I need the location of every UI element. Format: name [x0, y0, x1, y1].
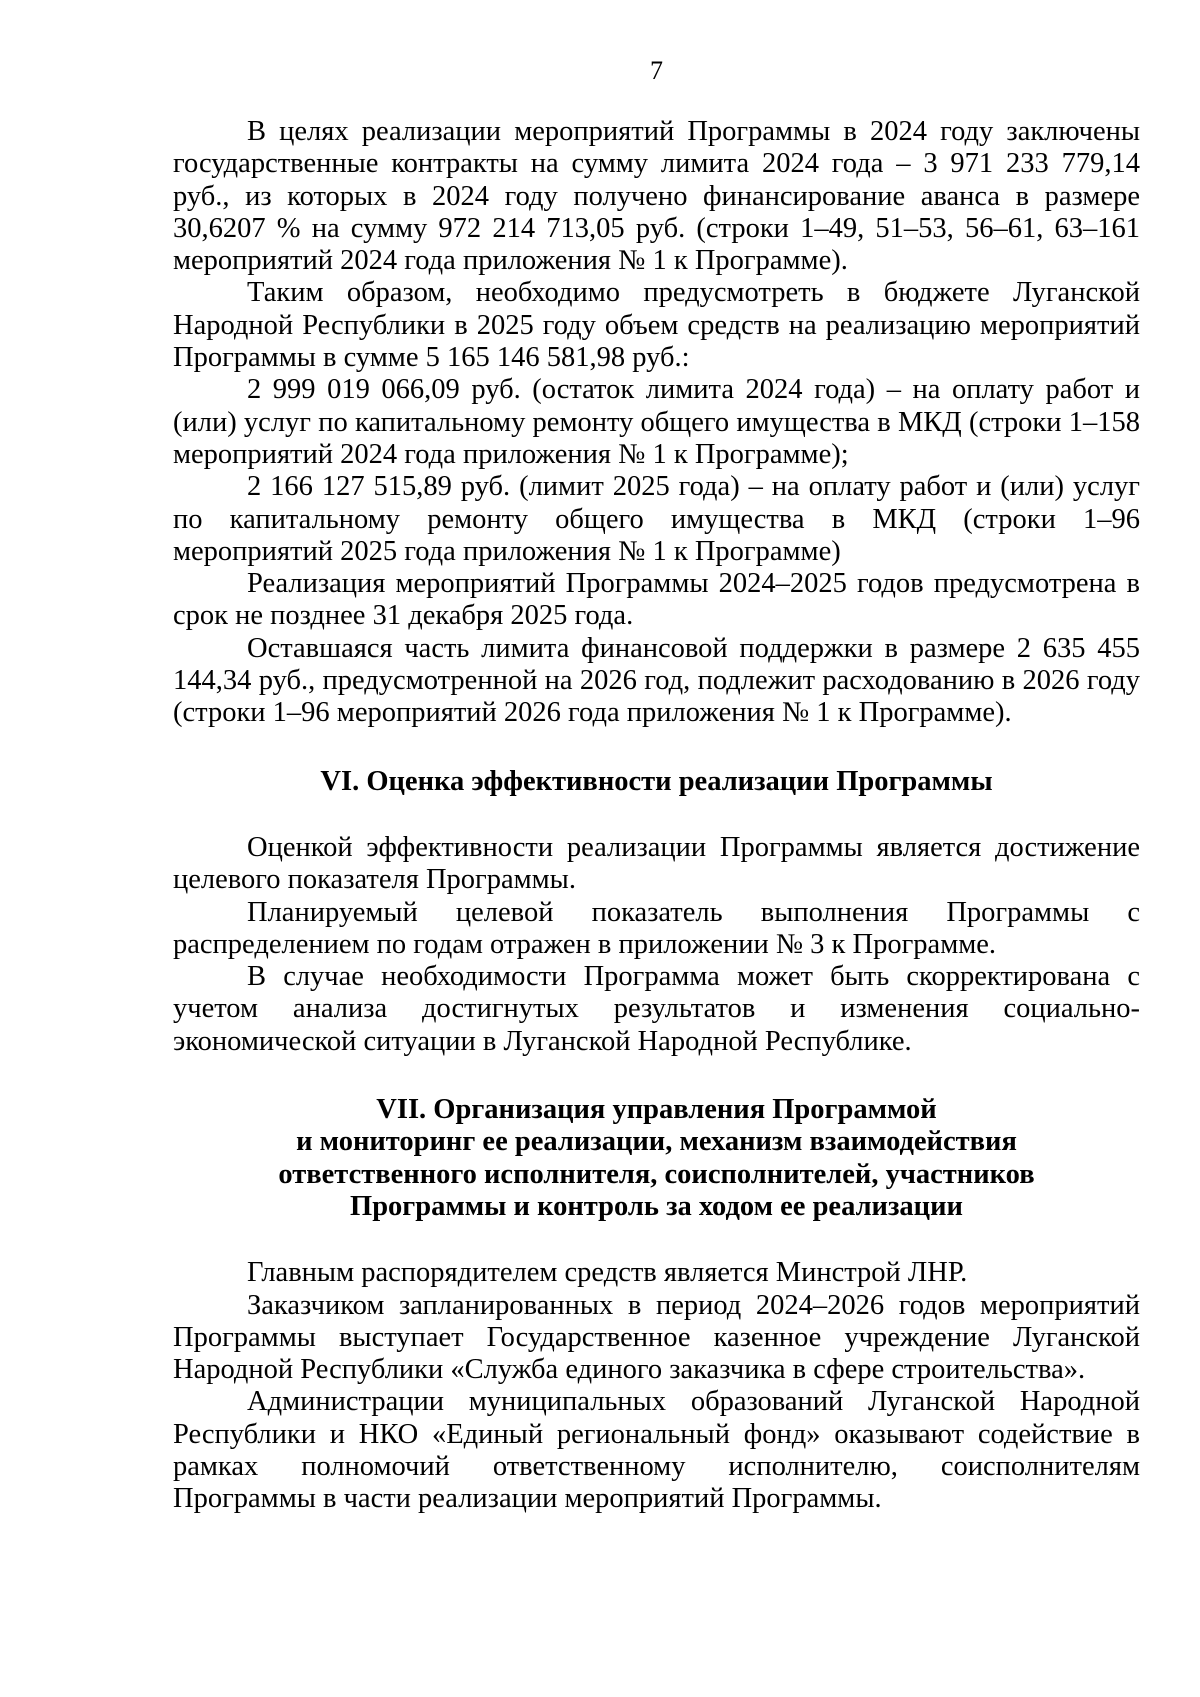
section-heading-vii [173, 1094, 1140, 1223]
section-heading-vi: VI. Оценка эффективности реализации Программы [320, 765, 993, 797]
paragraph: 2 999 019 066,09 руб. (остаток лимита 2024 года) – на оплату работ и (или) услуг по капитальному ремонту общего имущества в МКД (строки 1–158 мероприятий 2024 года приложения № 1 к Программе); [173, 374, 1140, 470]
paragraph: Реализация мероприятий Программы 2024–2025 годов предусмотрена в срок не позднее 31 декабря 2025 года. [173, 568, 1140, 632]
paragraph: В случае необходимости Программа может быть скорректирована с учетом анализа достигнутых результатов и изменения социально-экономической ситуации в Луганской Народной Республике. [173, 961, 1140, 1057]
page-number: 7 [650, 56, 663, 85]
paragraph: Таким образом, необходимо предусмотреть в бюджете Луганской Народной Республики в 2025 году объем средств на реализацию мероприятий Программы в сумме 5 165 146 581,98 руб.: [173, 277, 1140, 374]
paragraph: Главным распорядителем средств является Минстрой ЛНР. [247, 1257, 968, 1289]
paragraph: Планируемый целевой показатель выполнения Программы с распределением по годам отражен в приложении № 3 к Программе. [173, 896, 1140, 960]
document-body [173, 116, 1140, 1516]
paragraph: Администрации муниципальных образований Луганской Народной Республики и НКО «Единый региональный фонд» оказывают содействие в рамках полномочий ответственному исполнителю, соисполнителям Программы в части реализации мероприятий Программы. [173, 1386, 1140, 1515]
paragraph: 2 166 127 515,89 руб. (лимит 2025 года) – на оплату работ и (или) услуг по капитальному ремонту общего имущества в МКД (строки 1–96 мероприятий 2025 года приложения № 1 к Программе) [173, 471, 1140, 567]
heading-line: Программы и контроль за ходом ее реализации [350, 1190, 963, 1222]
heading-line: VII. Организация управления Программой [376, 1094, 937, 1126]
paragraph: Оставшаяся часть лимита финансовой поддержки в размере 2 635 455 144,34 руб., предусмотренной на 2026 год, подлежит расходованию в 2026 году (строки 1–96 мероприятий 2026 года приложения № 1 к Программе). [173, 632, 1140, 729]
paragraph: Заказчиком запланированных в период 2024–2026 годов мероприятий Программы выступает Государственное казенное учреждение Луганской Народной Республики «Служба единого заказчика в сфере строительства». [173, 1289, 1140, 1386]
paragraph: Оценкой эффективности реализации Программы является достижение целевого показателя Программы. [173, 831, 1140, 896]
heading-line: и мониторинг ее реализации, механизм взаимодействия [296, 1126, 1017, 1158]
heading-line: ответственного исполнителя, соисполнителей, участников [278, 1158, 1035, 1190]
paragraph: В целях реализации мероприятий Программы в 2024 году заключены государственные контракты на сумму лимита 2024 года – 3 971 233 779,14 руб., из которых в 2024 году получено финансирование аванса в размере 30,6207 % на сумму 972 214 713,05 руб. (строки 1–49, 51–53, 56–61, 63–161 мероприятий 2024 года приложения № 1 к Программе). [173, 116, 1140, 277]
